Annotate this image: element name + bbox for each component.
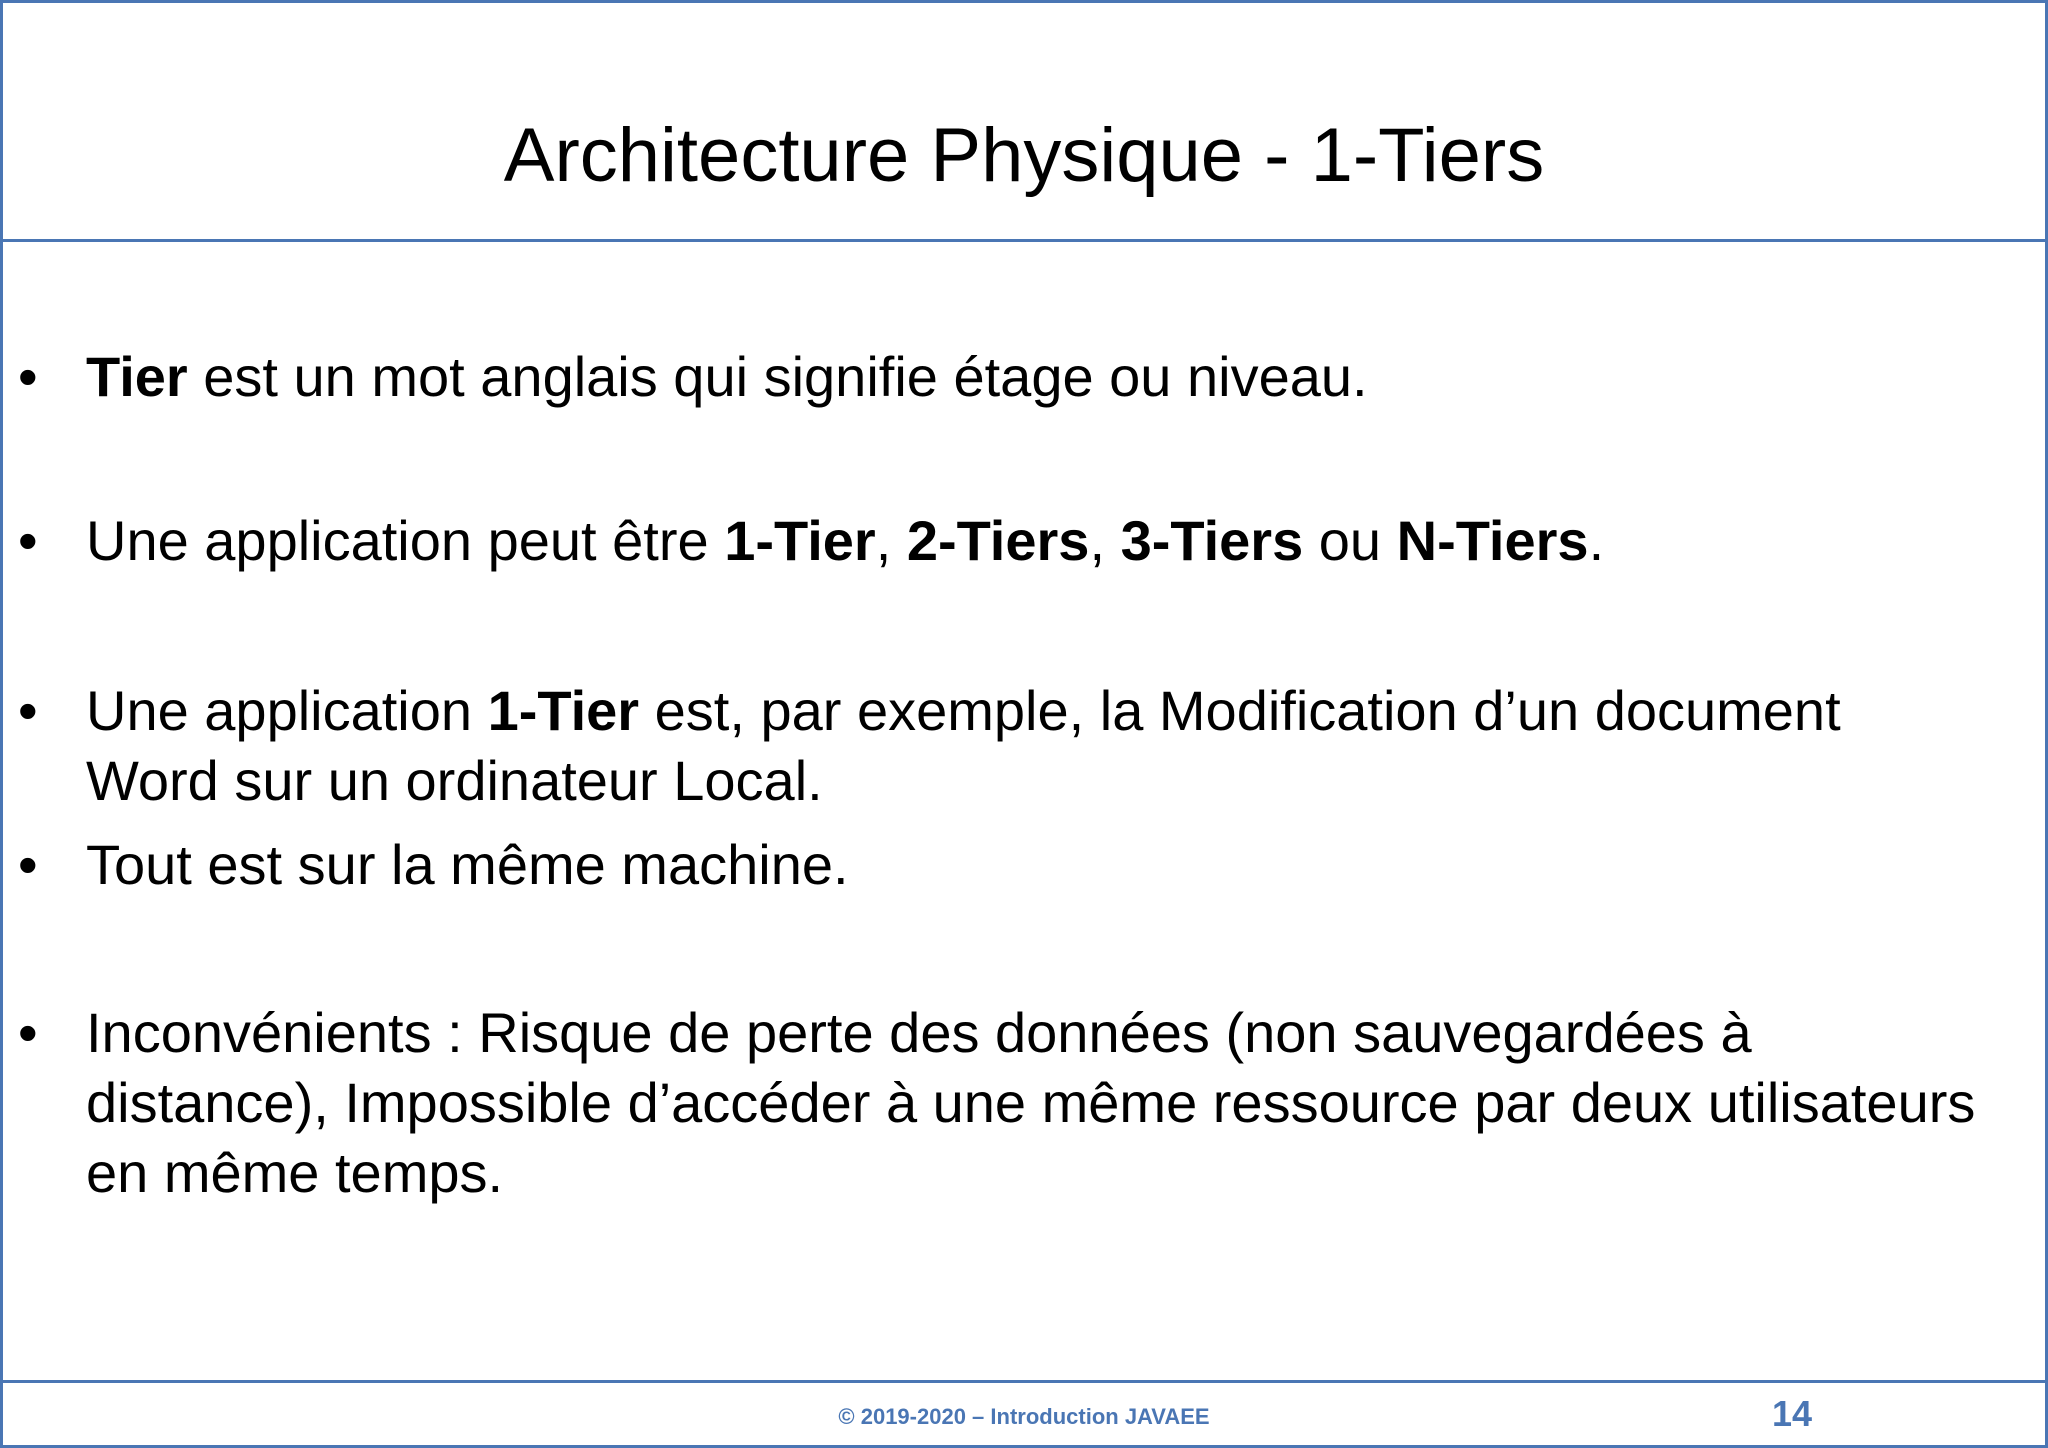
- bullet-text-bold: N-Tiers: [1396, 509, 1589, 572]
- bullet-text: [86, 676, 1986, 816]
- bullet-text-bold: Tier: [86, 345, 188, 408]
- bullet-text-part: Inconvénients : Risque de perte des données (non sauvegardées à distance), Impossible d’accéder à une même ressource par deux utilisateurs en même temps.: [86, 1001, 1976, 1204]
- bullet-marker: •: [18, 345, 38, 408]
- bullet-marker: •: [18, 679, 38, 742]
- bullet-text: [86, 998, 1986, 1208]
- footer-divider: [0, 1380, 2048, 1383]
- bullet-marker: •: [18, 833, 38, 896]
- bullet-text: [86, 342, 1986, 412]
- bullet-text: [86, 830, 1986, 900]
- bullet-text-bold: 1-Tier: [487, 679, 640, 742]
- bullet-marker: •: [18, 509, 38, 572]
- bullet-text-part: ,: [875, 509, 907, 572]
- slide-title: Architecture Physique - 1-Tiers: [503, 113, 1545, 198]
- slide-header: [0, 0, 2048, 242]
- bullet-text-part: Tout est sur la même machine.: [86, 833, 849, 896]
- bullet-marker: •: [18, 1001, 38, 1064]
- bullet-text-part: .: [1588, 509, 1605, 572]
- bullet-text: [86, 506, 1986, 576]
- page-number: 14: [1772, 1393, 1813, 1434]
- bullet-text-part: ou: [1303, 509, 1397, 572]
- footer-copyright: © 2019-2020 – Introduction JAVAEE: [838, 1404, 1210, 1429]
- bullet-text-bold: 2-Tiers: [906, 509, 1090, 572]
- bullet-text-bold: 1-Tier: [724, 509, 876, 572]
- bullet-text-bold: 3-Tiers: [1120, 509, 1304, 572]
- bullet-text-part: ,: [1089, 509, 1121, 572]
- bullet-text-part: Une application: [86, 679, 488, 742]
- bullet-text-part: Une application peut être: [86, 509, 725, 572]
- bullet-text-part: est un mot anglais qui signifie étage ou niveau.: [187, 345, 1368, 408]
- bullet-text-part: est, par exemple, la Modification d’un document Word sur un ordinateur Local.: [86, 679, 1841, 812]
